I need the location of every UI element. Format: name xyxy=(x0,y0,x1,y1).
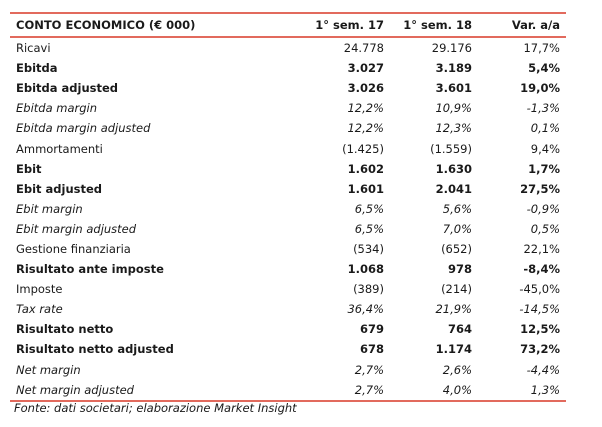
header-h1-2017: 1° sem. 17 xyxy=(298,13,390,37)
row-label: Ebit adjusted xyxy=(16,181,103,196)
value-h1-2017: 1.068 xyxy=(347,262,384,277)
header-h1-2018: 1° sem. 18 xyxy=(390,13,478,37)
value-yoy-change: 27,5% xyxy=(520,181,560,196)
table-row xyxy=(10,239,566,259)
value-h1-2017: 679 xyxy=(359,322,384,337)
value-h1-2017: 36,4% xyxy=(347,302,384,317)
table-row xyxy=(10,98,566,118)
table-row xyxy=(10,179,566,199)
value-yoy-change: 0,1% xyxy=(530,121,560,136)
source-note: Fonte: dati societari; elaborazione Market Insight xyxy=(14,401,297,415)
row-label: Gestione finanziaria xyxy=(16,241,131,256)
value-h1-2018: 2,6% xyxy=(442,362,472,377)
value-h1-2017: (389) xyxy=(353,282,384,297)
row-label: Imposte xyxy=(16,282,63,297)
row-label: Ebit margin adjusted xyxy=(16,221,137,236)
value-h1-2018: 21,9% xyxy=(435,302,472,317)
row-label: Ebitda adjusted xyxy=(16,81,119,96)
table-row xyxy=(10,219,566,239)
table-row xyxy=(10,78,566,98)
value-h1-2018: (1.559) xyxy=(430,141,472,156)
table-body xyxy=(10,37,566,401)
row-label: Ammortamenti xyxy=(16,141,103,156)
value-yoy-change: 0,5% xyxy=(530,221,560,236)
table-row xyxy=(10,37,566,58)
value-yoy-change: -8,4% xyxy=(523,262,560,277)
value-h1-2017: 2,7% xyxy=(298,380,390,401)
value-h1-2018: 7,0% xyxy=(442,221,472,236)
value-h1-2017: 1.601 xyxy=(347,181,384,196)
value-h1-2018: 764 xyxy=(447,322,472,337)
value-yoy-change: 17,7% xyxy=(523,41,560,56)
header-yoy-change: Var. a/a xyxy=(478,13,566,37)
row-label: Net margin xyxy=(16,362,81,377)
table-row xyxy=(10,159,566,179)
value-h1-2018: 978 xyxy=(447,262,472,277)
value-yoy-change: 73,2% xyxy=(520,342,560,357)
value-h1-2017: 6,5% xyxy=(354,221,384,236)
value-h1-2018: (214) xyxy=(441,282,472,297)
table-row xyxy=(10,138,566,158)
table-row xyxy=(10,259,566,279)
table-row xyxy=(10,360,566,380)
value-h1-2017: 24.778 xyxy=(343,41,384,56)
row-label: Net margin adjusted xyxy=(10,380,298,401)
value-yoy-change: -4,4% xyxy=(526,362,560,377)
value-h1-2018: 12,3% xyxy=(435,121,472,136)
table-row xyxy=(10,299,566,319)
value-h1-2018: 3.601 xyxy=(435,81,472,96)
table-row xyxy=(10,339,566,359)
value-yoy-change: 1,7% xyxy=(528,161,560,176)
value-h1-2018: 5,6% xyxy=(442,201,472,216)
value-h1-2017: 12,2% xyxy=(347,101,384,116)
value-h1-2017: (534) xyxy=(353,241,384,256)
row-label: Ebitda margin adjusted xyxy=(16,121,151,136)
income-statement-table xyxy=(10,12,566,402)
value-yoy-change: 1,3% xyxy=(478,380,566,401)
value-yoy-change: -45,0% xyxy=(519,282,560,297)
value-h1-2017: 2,7% xyxy=(354,362,384,377)
value-h1-2018: (652) xyxy=(441,241,472,256)
value-h1-2017: 3.026 xyxy=(347,81,384,96)
row-label: Ebit margin xyxy=(16,201,83,216)
row-label: Ricavi xyxy=(16,41,51,56)
value-h1-2017: (1.425) xyxy=(342,141,384,156)
row-label: Risultato netto xyxy=(16,322,114,337)
value-h1-2017: 3.027 xyxy=(347,61,384,76)
value-h1-2018: 1.174 xyxy=(435,342,472,357)
value-yoy-change: -1,3% xyxy=(526,101,560,116)
value-h1-2018: 10,9% xyxy=(435,101,472,116)
value-yoy-change: -14,5% xyxy=(519,302,560,317)
value-h1-2017: 1.602 xyxy=(347,161,384,176)
value-h1-2018: 2.041 xyxy=(435,181,472,196)
row-label: Risultato ante imposte xyxy=(16,262,164,277)
value-yoy-change: 12,5% xyxy=(520,322,560,337)
table-row xyxy=(10,279,566,299)
table-row xyxy=(10,319,566,339)
row-label: Ebit xyxy=(16,161,42,176)
value-h1-2018: 1.630 xyxy=(435,161,472,176)
table-row xyxy=(10,118,566,138)
row-label: Risultato netto adjusted xyxy=(16,342,174,357)
value-yoy-change: 5,4% xyxy=(528,61,560,76)
value-h1-2018: 3.189 xyxy=(435,61,472,76)
row-label: Tax rate xyxy=(16,302,63,317)
value-h1-2018: 29.176 xyxy=(431,41,472,56)
value-h1-2017: 678 xyxy=(359,342,384,357)
value-yoy-change: 19,0% xyxy=(520,81,560,96)
value-h1-2018: 4,0% xyxy=(390,380,478,401)
value-yoy-change: -0,9% xyxy=(526,201,560,216)
table-row xyxy=(10,380,566,401)
value-h1-2017: 6,5% xyxy=(354,201,384,216)
value-yoy-change: 22,1% xyxy=(523,241,560,256)
table-row xyxy=(10,58,566,78)
row-label: Ebitda xyxy=(16,61,58,76)
table-header-row xyxy=(10,13,566,37)
table-row xyxy=(10,199,566,219)
row-label: Ebitda margin xyxy=(16,101,98,116)
header-title: CONTO ECONOMICO (€ 000) xyxy=(10,13,298,37)
value-yoy-change: 9,4% xyxy=(530,141,560,156)
value-h1-2017: 12,2% xyxy=(347,121,384,136)
